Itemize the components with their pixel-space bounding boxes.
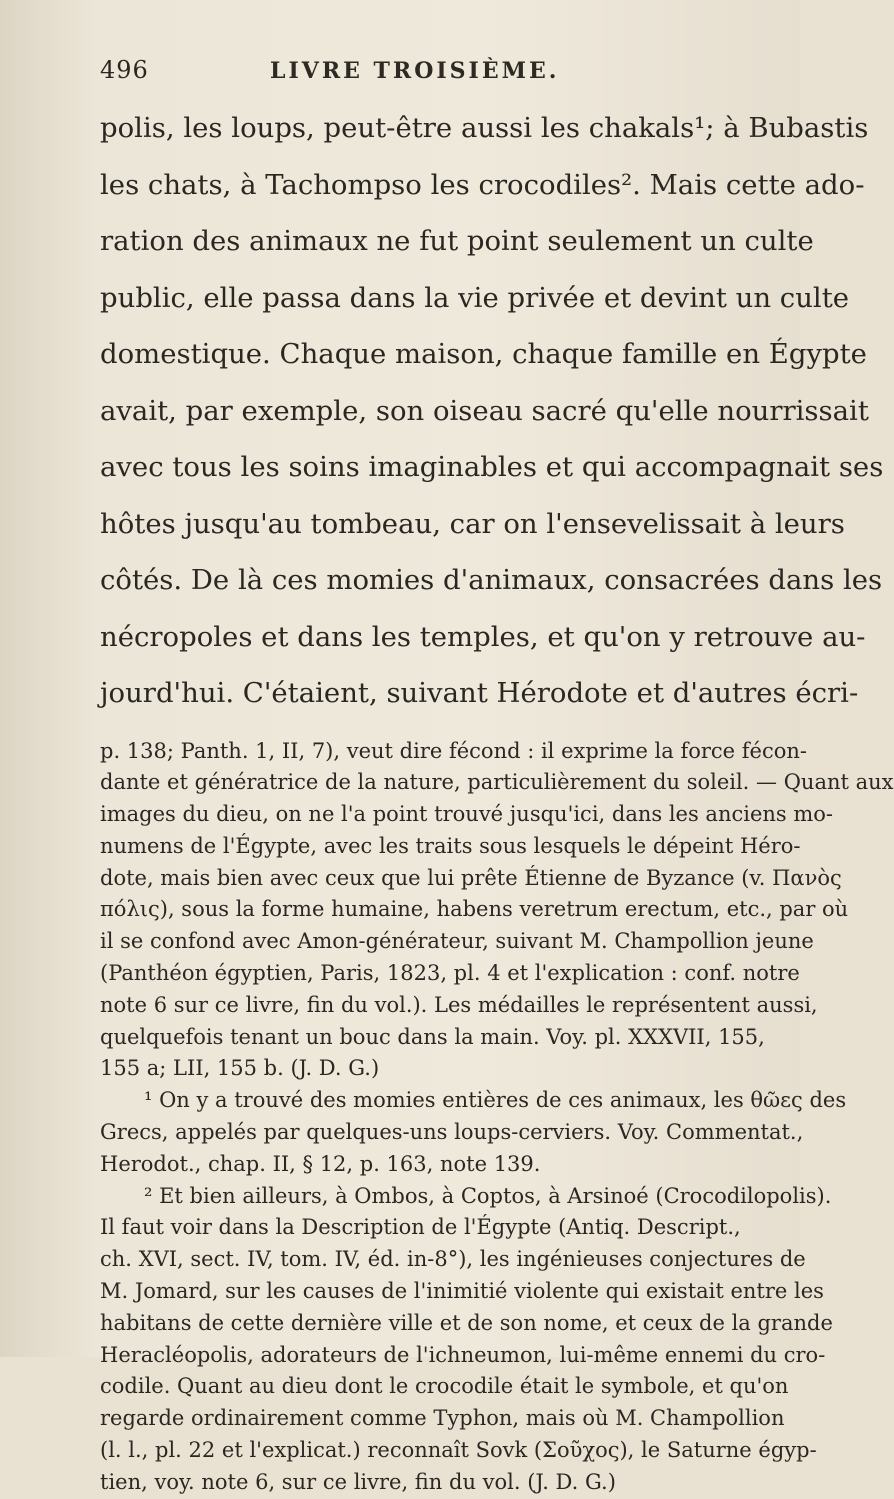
footnote-line: Herodot., chap. II, § 12, p. 163, note 139. [100, 1151, 541, 1176]
footnote-line: ² Et bien ailleurs, à Ombos, à Coptos, à Arsinoé (Crocodilopolis). [144, 1183, 832, 1208]
text-line: avait, par exemple, son oiseau sacré qu'elle nourrissait [100, 394, 869, 427]
footnote-line: note 6 sur ce livre, fin du vol.). Les médailles le représentent aussi, [100, 992, 818, 1017]
text-line: côtés. De là ces momies d'animaux, consacrées dans les [100, 564, 883, 596]
footnote-line: dote, mais bien avec ceux que lui prête Étienne de Byzance (v. Πανὸς [100, 865, 842, 890]
text-line: jourd'hui. C'étaient, suivant Hérodote et d'autres écri- [100, 677, 859, 709]
main-text [100, 100, 884, 722]
page-header [100, 56, 730, 96]
running-title: LIVRE TROISIÈME. [270, 58, 560, 84]
footnote-line: ¹ On y a trouvé des momies entières de ces animaux, les θῶες des [144, 1088, 847, 1113]
footnote-line: quelquefois tenant un bouc dans la main. Voy. pl. XXXVII, 155, [100, 1024, 765, 1049]
footnote-line: habitans de cette dernière ville et de son nome, et ceux de la grande [100, 1310, 833, 1335]
text-line: avec tous les soins imaginables et qui accompagnait ses [100, 451, 884, 483]
text-line: nécropoles et dans les temples, et qu'on y retrouve au- [100, 620, 866, 653]
footnote-line: πόλις), sous la forme humaine, habens veretrum erectum, etc., par où [100, 897, 849, 922]
page-number: 496 [100, 56, 149, 84]
footnote-line: (l. l., pl. 22 et l'explicat.) reconnaît Sovk (Σοῦχος), le Saturne égyp- [100, 1438, 817, 1463]
footnote-line: dante et génératrice de la nature, particulièrement du soleil. — Quant aux [100, 770, 894, 795]
footnote-line: ch. XVI, sect. IV, tom. IV, éd. in-8°), les ingénieuses conjectures de [100, 1247, 806, 1272]
footnote-line: 155 a; LII, 155 b. (J. D. G.) [100, 1056, 380, 1081]
text-line: les chats, à Tachompso les crocodiles². Mais cette ado- [100, 168, 865, 201]
text-line: domestique. Chaque maison, chaque famille en Égypte [100, 338, 867, 370]
footnote-line: Heracléopolis, adorateurs de l'ichneumon, lui-même ennemi du cro- [100, 1342, 826, 1367]
text-line: hôtes jusqu'au tombeau, car on l'ensevelissait à leurs [100, 507, 845, 540]
footnote-line: (Panthéon égyptien, Paris, 1823, pl. 4 et l'explication : conf. notre [100, 961, 800, 986]
text-line: polis, les loups, peut-être aussi les chakals¹; à Bubastis [100, 112, 869, 144]
footnote-line: il se confond avec Amon-générateur, suivant M. Champollion jeune [100, 929, 814, 954]
footnote-line: Grecs, appelés par quelques-uns loups-cerviers. Voy. Commentat., [100, 1120, 804, 1145]
footnote-line: p. 138; Panth. 1, II, 7), veut dire fécond : il exprime la force fécon- [100, 738, 808, 763]
footnote-line: Il faut voir dans la Description de l'Égypte (Antiq. Descript., [100, 1215, 741, 1240]
footnotes [100, 736, 894, 1499]
footnote-line: tien, voy. note 6, sur ce livre, fin du vol. (J. D. G.) [100, 1469, 616, 1494]
footnote-line: codile. Quant au dieu dont le crocodile était le symbole, et qu'on [100, 1374, 789, 1399]
footnote-line: M. Jomard, sur les causes de l'inimitié violente qui existait entre les [100, 1279, 824, 1304]
text-line: ration des animaux ne fut point seulement un culte [100, 225, 814, 257]
footnote-line: regarde ordinairement comme Typhon, mais où M. Champollion [100, 1406, 785, 1431]
footnote-line: numens de l'Égypte, avec les traits sous lesquels le dépeint Héro- [100, 833, 801, 858]
text-line: public, elle passa dans la vie privée et devint un culte [100, 281, 850, 314]
footnote-line: images du dieu, on ne l'a point trouvé jusqu'ici, dans les anciens mo- [100, 802, 834, 827]
